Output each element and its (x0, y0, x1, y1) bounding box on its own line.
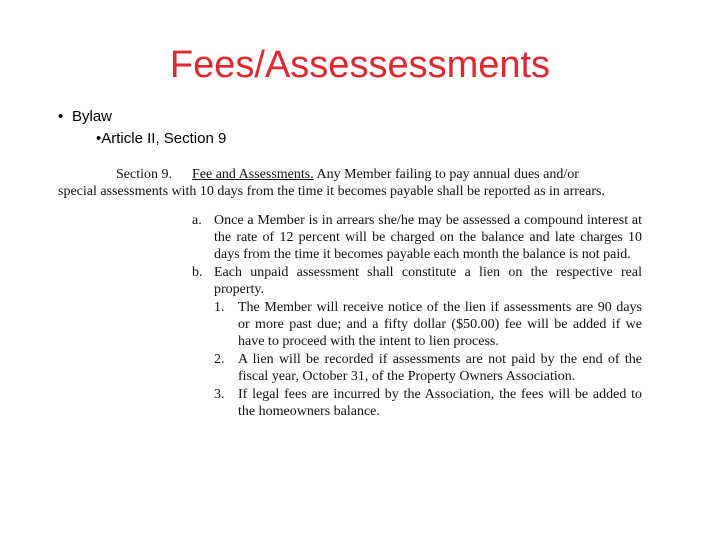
item-text: Each unpaid assessment shall constitute a lien on the respective real property. (214, 265, 642, 297)
section-heading-line (58, 166, 648, 183)
bullet-bylaw (58, 107, 226, 127)
sub-list-item (214, 386, 642, 420)
sub-list-item (214, 299, 642, 350)
section-intro-line2: special assessments with 10 days from the time it becomes payable shall be reported as in arrears. (58, 184, 605, 199)
bullet-dot-icon: • (96, 130, 102, 147)
sub-list-item (214, 351, 642, 385)
sub-item-text: If legal fees are incurred by the Association, the fees will be added to the homeowners balance. (238, 387, 642, 419)
section-items (192, 212, 642, 420)
item-label: a. (192, 213, 202, 228)
sub-item-text: A lien will be recorded if assessments are not paid by the end of the fiscal year, October 31, of the Property Owners Association. (238, 352, 642, 384)
bullet-article (96, 129, 226, 149)
sub-item-label: 1. (214, 300, 225, 315)
list-item (192, 264, 642, 298)
item-text: Once a Member is in arrears she/he may be assessed a compound interest at the rate of 12 percent will be charged on the balance and late charges 10 days from the time it becomes payable each month the balance is not paid. (214, 213, 642, 262)
bullet-article-text: Article II, Section 9 (101, 130, 227, 147)
bullet-list (58, 107, 226, 149)
section-label: Section 9. (116, 167, 172, 182)
item-label: b. (192, 265, 203, 280)
sub-items (214, 299, 642, 420)
sub-item-label: 3. (214, 387, 225, 402)
sub-item-label: 2. (214, 352, 225, 367)
list-item (192, 212, 642, 263)
slide-title: Fees/Assessessments (169, 44, 551, 86)
section-intro-line1: Any Member failing to pay annual dues and/or (316, 167, 579, 182)
bullet-dot-icon: • (58, 108, 64, 125)
section-title: Fee and Assessments. (192, 167, 314, 182)
sub-item-text: The Member will receive notice of the lien if assessments are 90 days or more past due; and a fifty dollar ($50.00) fee will be added if we have to proceed with the intent to lien process. (238, 300, 642, 349)
bullet-bylaw-text: Bylaw (72, 108, 113, 125)
bylaw-excerpt (58, 166, 648, 421)
